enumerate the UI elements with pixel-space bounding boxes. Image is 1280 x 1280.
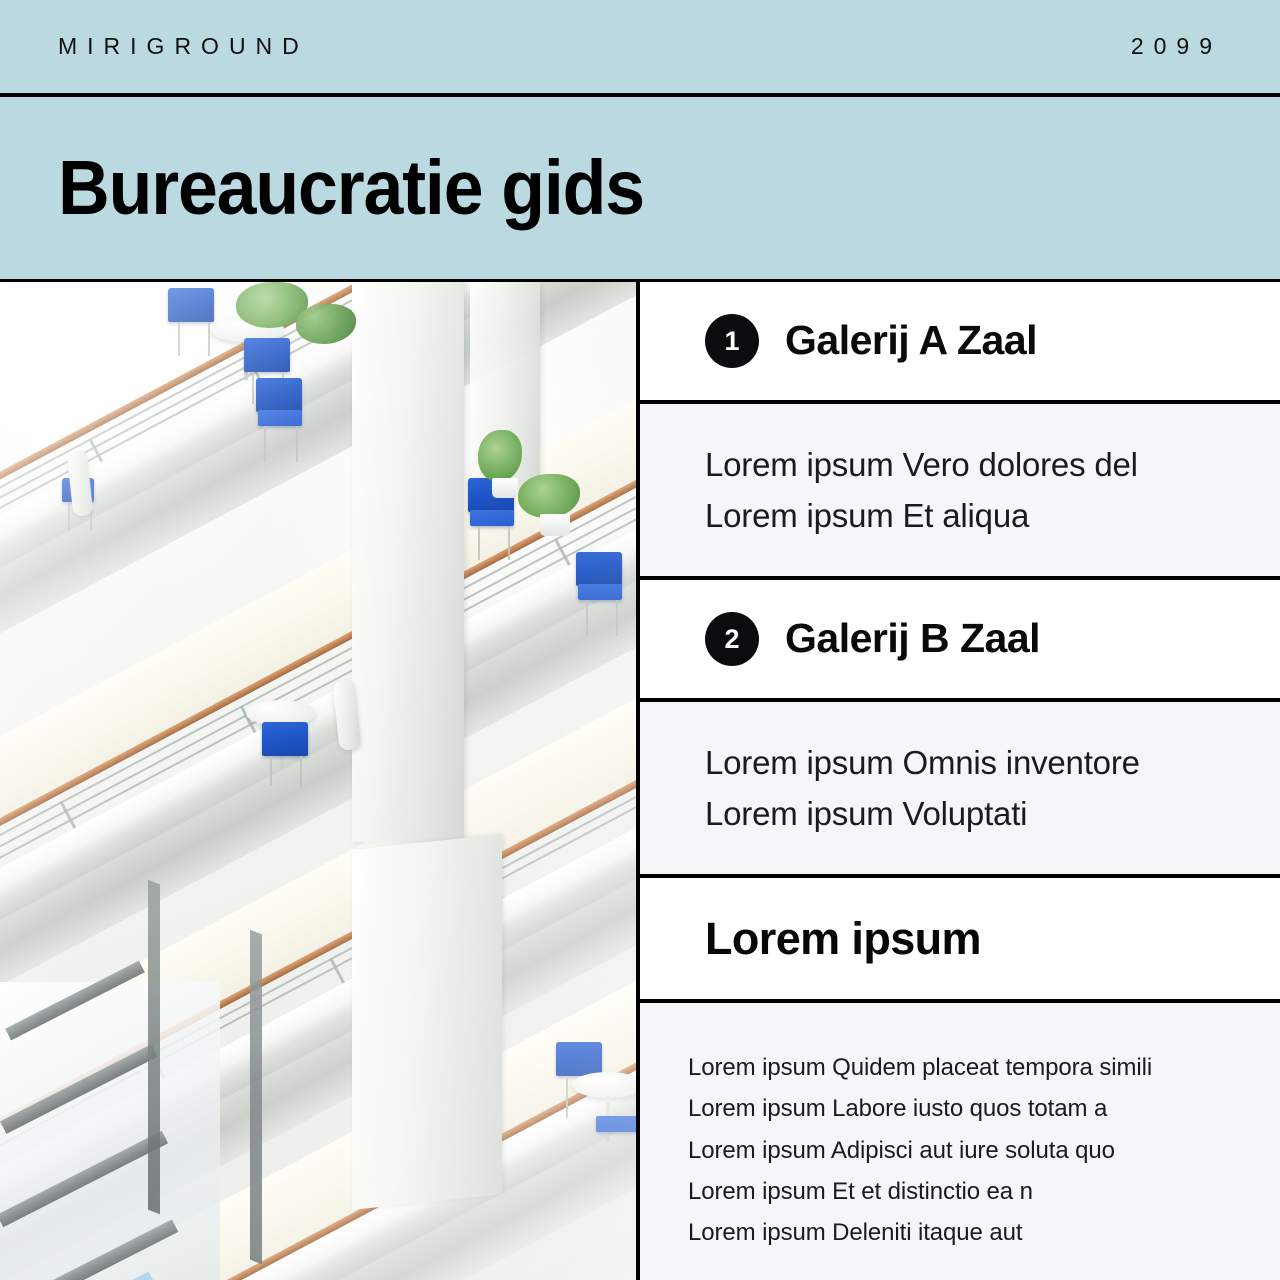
entry-1-header[interactable] [640, 282, 1280, 404]
year-label: 2099 [1130, 33, 1222, 59]
chair-3-seat [258, 410, 302, 426]
page-title: Bureaucratie gids [58, 144, 644, 231]
entry-1-number-badge: 1 [705, 314, 759, 368]
list-item: Lorem ipsum Labore iusto quos totam a [688, 1095, 1108, 1123]
entry-2-header[interactable] [640, 580, 1280, 702]
title-band [0, 97, 1280, 282]
chair-5-seat [470, 510, 514, 526]
brand-wordmark: MIRIGROUND [58, 33, 309, 59]
chair-1 [168, 288, 214, 322]
top-bar [0, 0, 1280, 97]
info-panel [640, 282, 1280, 1280]
list-item: Lorem ipsum Adipisci aut iure soluta quo [688, 1136, 1115, 1164]
entry-2-description-line-2: Lorem ipsum Voluptati [705, 795, 1028, 832]
chair-3 [256, 378, 302, 412]
section-list [640, 1003, 1280, 1280]
chair-8-seat [596, 1116, 640, 1132]
entry-2-description-line-1: Lorem ipsum Omnis inventore [705, 743, 1140, 781]
photo-canvas [0, 282, 636, 1280]
list-item: Lorem ipsum Et et distinctio ea n [688, 1177, 1033, 1205]
chair-7 [262, 722, 308, 756]
table-3 [572, 1072, 640, 1098]
section-title: Lorem ipsum [705, 912, 981, 964]
window-mullion-vert-1 [148, 880, 160, 1215]
entry-1-description-line-1: Lorem ipsum Vero dolores del [705, 445, 1138, 483]
chair-2 [244, 338, 290, 372]
section-list-wrap [688, 1047, 1234, 1253]
plant-4-pot [540, 514, 570, 536]
list-item: Lorem ipsum Deleniti itaque aut [688, 1219, 1023, 1247]
entry-2-description [640, 702, 1280, 878]
chair-6-seat [578, 584, 622, 600]
entry-1-title: Galerij A Zaal [785, 317, 1038, 364]
pillar-center-lower [352, 834, 502, 1210]
content-area [0, 282, 1280, 1280]
section-header [640, 878, 1280, 1003]
list-item: Lorem ipsum Quidem placeat tempora simili [688, 1054, 1153, 1081]
plant-3-pot [492, 478, 518, 498]
chair-8 [556, 1042, 602, 1076]
pillar-center [352, 282, 464, 842]
atrium-photo [0, 282, 640, 1280]
entry-2-title: Galerij B Zaal [785, 615, 1041, 662]
window-mullion-vert-2 [250, 930, 262, 1265]
entry-1-description [640, 404, 1280, 580]
entry-2-number-badge: 2 [705, 612, 759, 666]
entry-1-description-line-2: Lorem ipsum Et aliqua [705, 497, 1030, 534]
chair-6 [576, 552, 622, 586]
